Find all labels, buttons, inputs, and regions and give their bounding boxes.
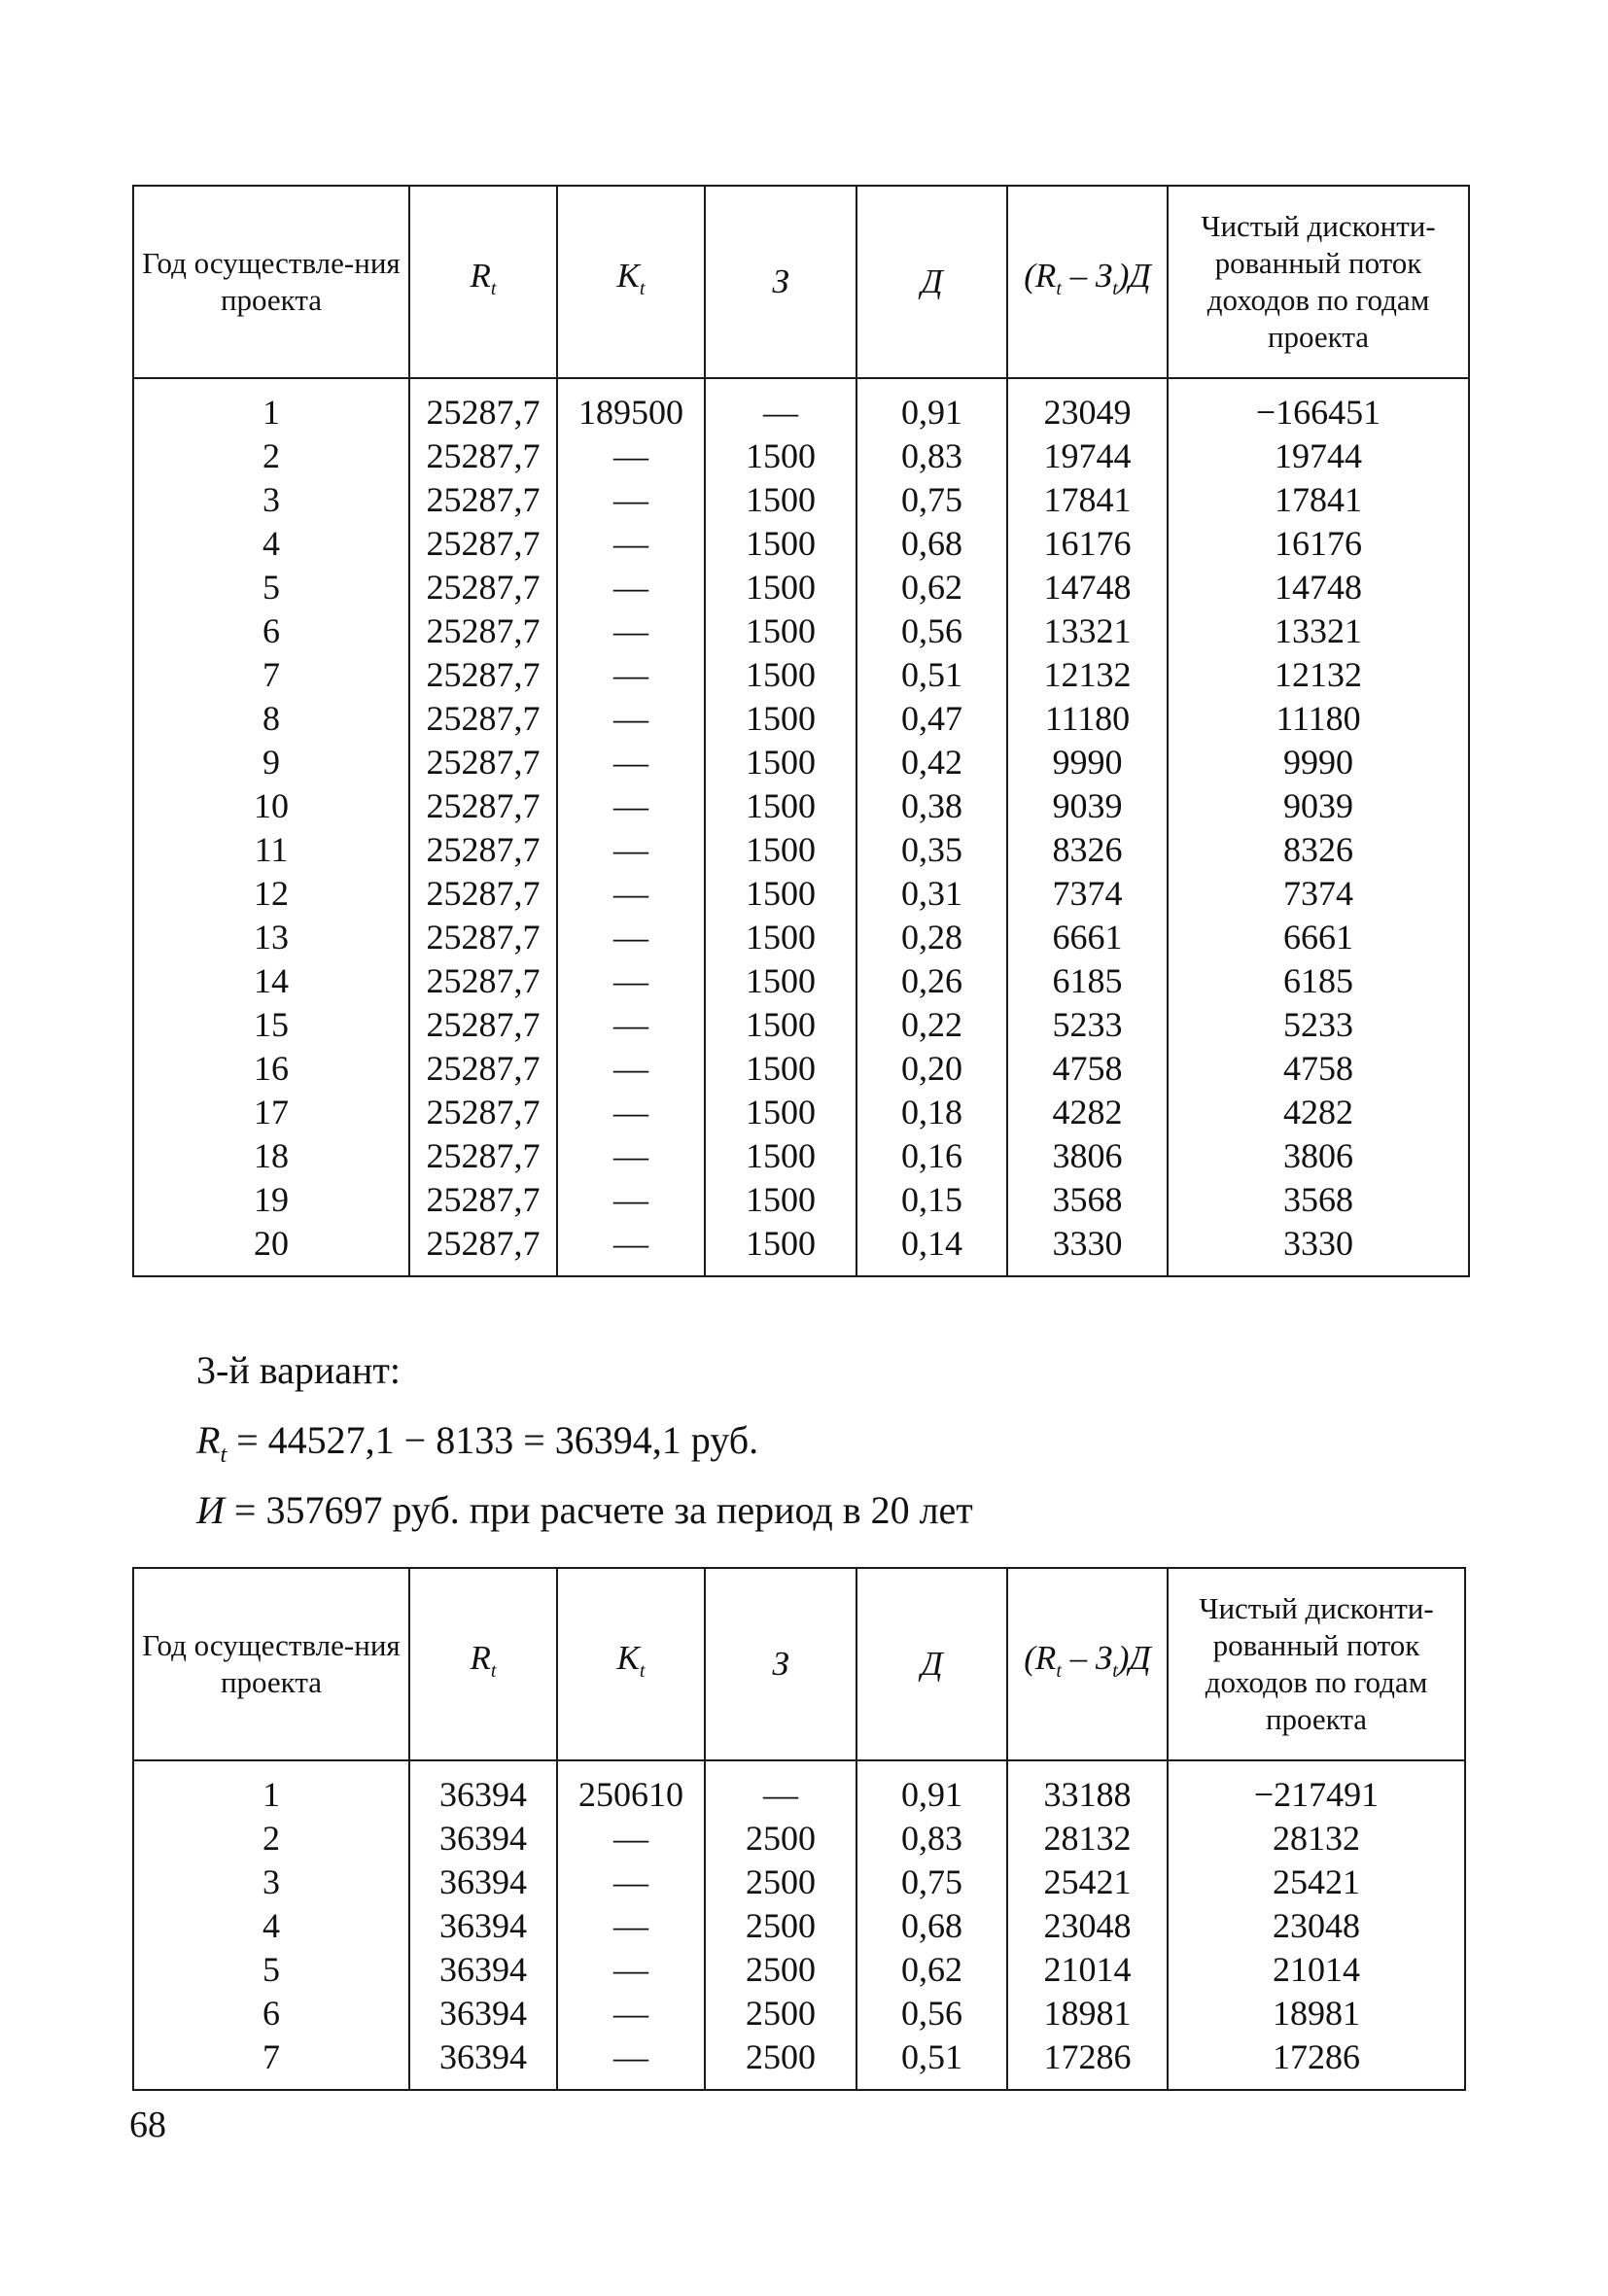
cell-net-flow: 4758 [1168, 1047, 1469, 1091]
cell-rzd: 3568 [1007, 1178, 1168, 1222]
cell-r: 25287,7 [409, 1222, 557, 1276]
discounted-flow-table-2 [132, 1567, 1466, 2091]
cell-d: 0,42 [856, 741, 1007, 784]
header-z: З [705, 1568, 856, 1760]
cell-k: — [557, 522, 705, 566]
cell-k: — [557, 784, 705, 828]
table-row [133, 1178, 1469, 1222]
cell-r: 25287,7 [409, 872, 557, 916]
cell-net-flow: 28132 [1168, 1817, 1465, 1861]
table-row [133, 741, 1469, 784]
table-row [133, 1222, 1469, 1276]
cell-r: 25287,7 [409, 784, 557, 828]
cell-z: 2500 [705, 2035, 856, 2090]
cell-rzd: 4282 [1007, 1091, 1168, 1134]
cell-year: 4 [133, 522, 409, 566]
cell-r: 25287,7 [409, 1003, 557, 1047]
table-row [133, 1091, 1469, 1134]
cell-z: 1500 [705, 478, 856, 522]
cell-z: — [705, 378, 856, 435]
cell-net-flow: 8326 [1168, 828, 1469, 872]
cell-d: 0,47 [856, 697, 1007, 741]
cell-year: 8 [133, 697, 409, 741]
cell-d: 0,26 [856, 959, 1007, 1003]
table-row [133, 566, 1469, 609]
cell-z: 1500 [705, 784, 856, 828]
table-row [133, 784, 1469, 828]
cell-rzd: 12132 [1007, 653, 1168, 697]
table-row [133, 2035, 1465, 2090]
cell-rzd: 13321 [1007, 609, 1168, 653]
cell-d: 0,68 [856, 1904, 1007, 1948]
cell-z: 2500 [705, 1904, 856, 1948]
cell-z: 1500 [705, 1134, 856, 1178]
cell-d: 0,14 [856, 1222, 1007, 1276]
table-row [133, 1992, 1465, 2035]
cell-r: 25287,7 [409, 566, 557, 609]
cell-r: 25287,7 [409, 916, 557, 959]
header-d: Д [856, 1568, 1007, 1760]
table-row [133, 1134, 1469, 1178]
cell-year: 14 [133, 959, 409, 1003]
cell-year: 12 [133, 872, 409, 916]
cell-k: — [557, 1948, 705, 1992]
cell-z: 1500 [705, 916, 856, 959]
cell-z: 1500 [705, 609, 856, 653]
cell-r: 36394 [409, 1992, 557, 2035]
cell-r: 25287,7 [409, 378, 557, 435]
cell-z: 1500 [705, 741, 856, 784]
cell-z: 1500 [705, 828, 856, 872]
cell-d: 0,16 [856, 1134, 1007, 1178]
table-row [133, 1948, 1465, 1992]
cell-year: 6 [133, 1992, 409, 2035]
cell-net-flow: 14748 [1168, 566, 1469, 609]
cell-d: 0,15 [856, 1178, 1007, 1222]
cell-k: 250610 [557, 1760, 705, 1817]
cell-year: 9 [133, 741, 409, 784]
discounted-flow-table-1 [132, 185, 1470, 1277]
cell-z: 2500 [705, 1992, 856, 2035]
header-r: $R_t$ [409, 1568, 557, 1760]
cell-k: — [557, 872, 705, 916]
cell-d: 0,62 [856, 1948, 1007, 1992]
table-row [133, 959, 1469, 1003]
table-row [133, 435, 1469, 478]
cell-net-flow: 18981 [1168, 1992, 1465, 2035]
table-row [133, 1861, 1465, 1904]
cell-z: 1500 [705, 1003, 856, 1047]
cell-year: 11 [133, 828, 409, 872]
cell-year: 6 [133, 609, 409, 653]
cell-d: 0,18 [856, 1091, 1007, 1134]
cell-z: 1500 [705, 566, 856, 609]
table-row [133, 1003, 1469, 1047]
cell-d: 0,56 [856, 609, 1007, 653]
cell-z: 1500 [705, 435, 856, 478]
cell-rzd: 23049 [1007, 378, 1168, 435]
cell-r: 25287,7 [409, 609, 557, 653]
cell-k: — [557, 1091, 705, 1134]
cell-rzd: 11180 [1007, 697, 1168, 741]
cell-r: 25287,7 [409, 1091, 557, 1134]
table-row [133, 1047, 1469, 1091]
cell-rzd: 4758 [1007, 1047, 1168, 1091]
cell-year: 4 [133, 1904, 409, 1948]
cell-year: 18 [133, 1134, 409, 1178]
table-row [133, 609, 1469, 653]
cell-rzd: 18981 [1007, 1992, 1168, 2035]
cell-rzd: 9039 [1007, 784, 1168, 828]
cell-z: 1500 [705, 1091, 856, 1134]
cell-d: 0,91 [856, 1760, 1007, 1817]
cell-k: — [557, 697, 705, 741]
cell-d: 0,75 [856, 478, 1007, 522]
cell-rzd: 9990 [1007, 741, 1168, 784]
cell-z: 1500 [705, 1178, 856, 1222]
cell-k: — [557, 1222, 705, 1276]
cell-year: 20 [133, 1222, 409, 1276]
cell-k: — [557, 2035, 705, 2090]
table-header-row [133, 186, 1469, 378]
cell-year: 1 [133, 1760, 409, 1817]
cell-year: 2 [133, 435, 409, 478]
cell-rzd: 17841 [1007, 478, 1168, 522]
cell-r: 25287,7 [409, 1047, 557, 1091]
cell-net-flow: 11180 [1168, 697, 1469, 741]
cell-year: 10 [133, 784, 409, 828]
cell-year: 7 [133, 653, 409, 697]
cell-net-flow: 23048 [1168, 1904, 1465, 1948]
header-r-minus-z-times-d: $(R_t - З_t)Д$ [1007, 1568, 1168, 1760]
cell-k: — [557, 1134, 705, 1178]
cell-rzd: 8326 [1007, 828, 1168, 872]
cell-net-flow: 25421 [1168, 1861, 1465, 1904]
cell-r: 25287,7 [409, 959, 557, 1003]
cell-r: 25287,7 [409, 828, 557, 872]
cell-d: 0,38 [856, 784, 1007, 828]
cell-k: — [557, 566, 705, 609]
cell-z: 1500 [705, 959, 856, 1003]
cell-k: — [557, 609, 705, 653]
cell-d: 0,83 [856, 435, 1007, 478]
cell-year: 19 [133, 1178, 409, 1222]
cell-k: — [557, 1992, 705, 2035]
cell-net-flow: 4282 [1168, 1091, 1469, 1134]
cell-net-flow: 5233 [1168, 1003, 1469, 1047]
cell-z: 1500 [705, 1222, 856, 1276]
cell-rzd: 21014 [1007, 1948, 1168, 1992]
cell-net-flow: 9990 [1168, 741, 1469, 784]
header-k: $K_t$ [557, 186, 705, 378]
cell-r: 25287,7 [409, 1134, 557, 1178]
cell-net-flow: 13321 [1168, 609, 1469, 653]
cell-year: 3 [133, 1861, 409, 1904]
header-year: Год осуществле-ния проекта [133, 186, 409, 378]
cell-d: 0,51 [856, 2035, 1007, 2090]
cell-net-flow: 21014 [1168, 1948, 1465, 1992]
cell-k: — [557, 478, 705, 522]
cell-k: — [557, 741, 705, 784]
cell-d: 0,62 [856, 566, 1007, 609]
header-r-minus-z-times-d: $(R_t - З_t)Д$ [1007, 186, 1168, 378]
cell-z: 1500 [705, 522, 856, 566]
cell-net-flow: 7374 [1168, 872, 1469, 916]
cell-r: 36394 [409, 1817, 557, 1861]
page-number: 68 [129, 2105, 166, 2145]
cell-net-flow: 17841 [1168, 478, 1469, 522]
variant-heading: 3-й вариант: [196, 1348, 401, 1392]
cell-d: 0,75 [856, 1861, 1007, 1904]
cell-k: — [557, 828, 705, 872]
cell-year: 5 [133, 566, 409, 609]
cell-year: 13 [133, 916, 409, 959]
cell-net-flow: 3806 [1168, 1134, 1469, 1178]
cell-r: 36394 [409, 1948, 557, 1992]
table-row [133, 522, 1469, 566]
cell-rzd: 23048 [1007, 1904, 1168, 1948]
cell-net-flow: 9039 [1168, 784, 1469, 828]
table-row [133, 916, 1469, 959]
cell-z: 1500 [705, 653, 856, 697]
cell-z: 1500 [705, 872, 856, 916]
cell-net-flow: 6661 [1168, 916, 1469, 959]
cell-rzd: 17286 [1007, 2035, 1168, 2090]
cell-k: — [557, 1178, 705, 1222]
cell-k: — [557, 1817, 705, 1861]
cell-z: 2500 [705, 1861, 856, 1904]
cell-d: 0,51 [856, 653, 1007, 697]
cell-year: 15 [133, 1003, 409, 1047]
cell-r: 25287,7 [409, 1178, 557, 1222]
cell-rzd: 25421 [1007, 1861, 1168, 1904]
cell-k: — [557, 916, 705, 959]
cell-k: — [557, 959, 705, 1003]
header-k: $K_t$ [557, 1568, 705, 1760]
cell-rzd: 28132 [1007, 1817, 1168, 1861]
cell-z: 1500 [705, 1047, 856, 1091]
table-row [133, 1904, 1465, 1948]
cell-r: 36394 [409, 1861, 557, 1904]
cell-rzd: 3330 [1007, 1222, 1168, 1276]
cell-z: 2500 [705, 1948, 856, 1992]
cell-net-flow: −217491 [1168, 1760, 1465, 1817]
cell-r: 25287,7 [409, 741, 557, 784]
cell-year: 5 [133, 1948, 409, 1992]
cell-d: 0,68 [856, 522, 1007, 566]
cell-z: 2500 [705, 1817, 856, 1861]
cell-net-flow: 17286 [1168, 2035, 1465, 2090]
cell-k: 189500 [557, 378, 705, 435]
header-year: Год осуществле-ния проекта [133, 1568, 409, 1760]
cell-d: 0,20 [856, 1047, 1007, 1091]
cell-k: — [557, 653, 705, 697]
table-row [133, 1760, 1465, 1817]
cell-rzd: 14748 [1007, 566, 1168, 609]
cell-r: 25287,7 [409, 522, 557, 566]
cell-r: 25287,7 [409, 435, 557, 478]
cell-net-flow: −166451 [1168, 378, 1469, 435]
cell-rzd: 6185 [1007, 959, 1168, 1003]
cell-rzd: 6661 [1007, 916, 1168, 959]
cell-d: 0,35 [856, 828, 1007, 872]
cell-net-flow: 3330 [1168, 1222, 1469, 1276]
table-header-row [133, 1568, 1465, 1760]
cell-year: 7 [133, 2035, 409, 2090]
cell-z: — [705, 1760, 856, 1817]
cell-d: 0,28 [856, 916, 1007, 959]
header-net-discounted-flow: Чистый дисконти-рованный поток доходов по годам проекта [1168, 1568, 1465, 1760]
cell-rzd: 7374 [1007, 872, 1168, 916]
cell-rzd: 3806 [1007, 1134, 1168, 1178]
cell-net-flow: 12132 [1168, 653, 1469, 697]
table-row [133, 828, 1469, 872]
cell-d: 0,22 [856, 1003, 1007, 1047]
cell-d: 0,56 [856, 1992, 1007, 2035]
cell-rzd: 33188 [1007, 1760, 1168, 1817]
formula-i: И = 357697 руб. при расчете за период в 20 лет [196, 1488, 973, 1532]
cell-rzd: 19744 [1007, 435, 1168, 478]
cell-r: 25287,7 [409, 653, 557, 697]
table-row [133, 478, 1469, 522]
cell-d: 0,83 [856, 1817, 1007, 1861]
table-row [133, 653, 1469, 697]
table-row [133, 697, 1469, 741]
cell-k: — [557, 1047, 705, 1091]
cell-d: 0,31 [856, 872, 1007, 916]
cell-year: 16 [133, 1047, 409, 1091]
cell-year: 3 [133, 478, 409, 522]
cell-year: 2 [133, 1817, 409, 1861]
cell-r: 36394 [409, 1904, 557, 1948]
cell-r: 36394 [409, 1760, 557, 1817]
cell-net-flow: 3568 [1168, 1178, 1469, 1222]
cell-z: 1500 [705, 697, 856, 741]
cell-d: 0,91 [856, 378, 1007, 435]
table-row [133, 1817, 1465, 1861]
header-d: Д [856, 186, 1007, 378]
cell-k: — [557, 1904, 705, 1948]
cell-k: — [557, 1861, 705, 1904]
cell-year: 17 [133, 1091, 409, 1134]
cell-net-flow: 19744 [1168, 435, 1469, 478]
cell-net-flow: 6185 [1168, 959, 1469, 1003]
cell-k: — [557, 1003, 705, 1047]
cell-year: 1 [133, 378, 409, 435]
header-z: З [705, 186, 856, 378]
table-row [133, 378, 1469, 435]
header-r: $R_t$ [409, 186, 557, 378]
cell-r: 36394 [409, 2035, 557, 2090]
header-net-discounted-flow: Чистый дисконти-рованный поток доходов по годам проекта [1168, 186, 1469, 378]
cell-k: — [557, 435, 705, 478]
cell-r: 25287,7 [409, 697, 557, 741]
cell-net-flow: 16176 [1168, 522, 1469, 566]
formula-r: $R_t = 44527,1 - 8133 = 36394,1$ руб. [196, 1418, 759, 1468]
cell-rzd: 5233 [1007, 1003, 1168, 1047]
cell-rzd: 16176 [1007, 522, 1168, 566]
cell-r: 25287,7 [409, 478, 557, 522]
table-row [133, 872, 1469, 916]
